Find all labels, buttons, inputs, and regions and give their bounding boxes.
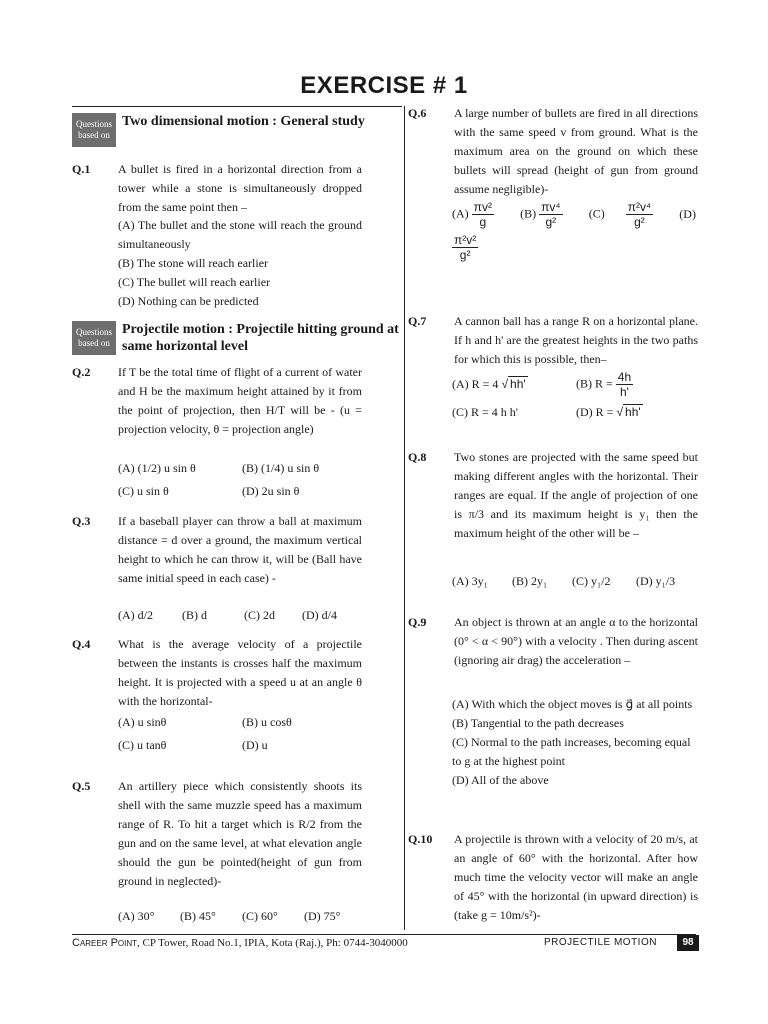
question-number: Q.3: [72, 514, 91, 528]
option-a: (A) R = 4 √ hh': [452, 377, 526, 391]
option-c: (C) $\frac{\text{π²v⁴}}{\text{g²}}$: [588, 200, 652, 229]
question-text: An object is thrown at an angle α to the horizontal (0° < α < 90°) with a velocity . Then during ascent (ignoring air drag) the acceleration –: [454, 615, 698, 667]
question-8-options: [452, 572, 675, 591]
option-c: (C) 60°: [242, 909, 278, 923]
question-4-options: [118, 713, 362, 755]
option-b: (B) d: [182, 608, 207, 622]
question-text: A large number of bullets are fired in all directions with the same speed v from ground. What is the maximum area on the ground on which these bullets will spread (height of gun from ground assume negligible)-: [454, 106, 698, 196]
question-7-options: [452, 370, 696, 422]
question-9-options: [452, 695, 696, 790]
option-b: (B) 2y₁: [512, 574, 548, 588]
column-divider: [404, 106, 405, 930]
question-text: An artillery piece which consistently shoots its shell with the same muzzle speed has a maximum range of R. To hit a target which is R/2 from the gun and on the same level, at what elevation angle should the gun be pointed(height of gun from ground in neglected)-: [118, 779, 362, 888]
option-b: (B) 45°: [180, 909, 216, 923]
footer-topic: PROJECTILE MOTION: [544, 937, 657, 948]
option-c: (C) y₁/2: [572, 574, 611, 588]
question-number: Q.10: [408, 832, 433, 846]
option-a: (A) $\frac{\text{πv²}}{g}$: [452, 200, 492, 229]
question-number: Q.1: [72, 162, 91, 176]
publisher-address: , CP Tower, Road No.1, IPIA, Kota (Raj.), Ph: 0744-3040000: [137, 937, 408, 949]
option-c: (C) Normal to the path increases, becoming equal to g at the highest point: [452, 735, 691, 768]
option-d: $\frac{\text{π²v²}}{\text{g²}}$: [454, 233, 477, 262]
option-b: (B) u cosθ: [242, 715, 292, 729]
option-b: (B) $\frac{\text{πv⁴}}{\text{g²}}$: [520, 200, 561, 229]
question-text: What is the average velocity of a projectile between the instants is crosses half the maximum height. It is projected with a speed u at an angle θ with the horizontal-: [118, 637, 362, 708]
option-b: (B) The stone will reach earlier: [118, 256, 269, 270]
question-text: A projectile is thrown with a velocity of 20 m/s, at an angle of 60° with the horizontal. After how much time the velocity vector will make an angle of 45° with the horizontal (in upward direction) is (take g = 10m/s²)-: [454, 832, 698, 922]
option-a: (A) (1/2) u sin θ: [118, 461, 196, 475]
question-1-options: [118, 216, 362, 311]
question-number: Q.9: [408, 615, 427, 629]
option-c: (C) u sin θ: [118, 484, 169, 498]
option-a: (A) d/2: [118, 608, 153, 622]
question-text: A bullet is fired in a horizontal direction from a tower while a stone is simultaneously dropped from the same point then –: [118, 162, 362, 214]
option-d: (D) d/4: [302, 608, 337, 622]
section-heading: Two dimensional motion : General study: [122, 114, 365, 129]
section-heading: Projectile motion : Projectile hitting ground at same horizontal level: [122, 322, 399, 354]
section-tag: Questions based on: [72, 321, 116, 355]
option-b: (B) (1/4) u sin θ: [242, 461, 320, 475]
question-text: A cannon ball has a range R on a horizontal plane. If h and h' are the greatest heights in the two paths for which this is possible, then–: [454, 314, 698, 366]
page-number: 98: [677, 935, 699, 951]
question-text: Two stones are projected with the same speed but making different angles with the horizontal. Their ranges are equal. If the angle of projection of one is π/3 and its maximum height is y₁ then the maximum height of the other will be –: [454, 450, 698, 540]
page-footer: [72, 934, 696, 949]
option-b: (B) R = $\frac{4h}{h'}$: [576, 370, 632, 399]
exercise-title: EXERCISE # 1: [300, 72, 468, 99]
question-number: Q.5: [72, 779, 91, 793]
option-c: (C) R = 4 h h': [452, 405, 518, 419]
section-tag: Questions based on: [72, 113, 116, 147]
option-d: (D) 2u sin θ: [242, 484, 300, 498]
publisher-name: Career Point: [72, 937, 138, 949]
option-a: (A) u sinθ: [118, 715, 167, 729]
option-b: (B) Tangential to the path decreases: [452, 716, 624, 730]
top-rule: [72, 106, 402, 107]
option-c: (C) 2d: [244, 608, 275, 622]
option-d: (D) R = √ hh': [576, 405, 641, 419]
option-d: (D) u: [242, 738, 268, 752]
option-d: (D) Nothing can be predicted: [118, 294, 259, 308]
question-number: Q.2: [72, 365, 91, 379]
option-c: (C) u tanθ: [118, 738, 167, 752]
option-c: (C) The bullet will reach earlier: [118, 275, 271, 289]
option-a: (A) With which the object moves is g⃗ at all points: [452, 697, 693, 711]
question-5-options: [118, 907, 340, 926]
question-3-options: [118, 606, 337, 625]
question-text: If T be the total time of flight of a current of water and H be the maximum height attained by it from the point of projection, then H/T will be - (u = projection velocity, θ = projection angle): [118, 365, 362, 436]
question-6-options: [452, 200, 696, 262]
option-a: (A) The bullet and the stone will reach the ground simultaneously: [118, 218, 362, 251]
option-d: (D) y₁/3: [636, 574, 676, 588]
question-number: Q.8: [408, 450, 427, 464]
question-text: If a baseball player can throw a ball at maximum distance = d over a ground, the maximum vertical height to which he can throw it, will be (Ball have same initial speed in each case) -: [118, 514, 362, 585]
option-d: (D) 75°: [304, 909, 341, 923]
question-number: Q.6: [408, 106, 427, 120]
question-2-options: [118, 459, 362, 501]
footer-publisher: [72, 937, 408, 949]
option-d-label: (D): [679, 207, 696, 221]
option-a: (A) 30°: [118, 909, 155, 923]
question-number: Q.4: [72, 637, 91, 651]
question-number: Q.7: [408, 314, 427, 328]
option-d: (D) All of the above: [452, 773, 549, 787]
option-a: (A) 3y₁: [452, 574, 488, 588]
